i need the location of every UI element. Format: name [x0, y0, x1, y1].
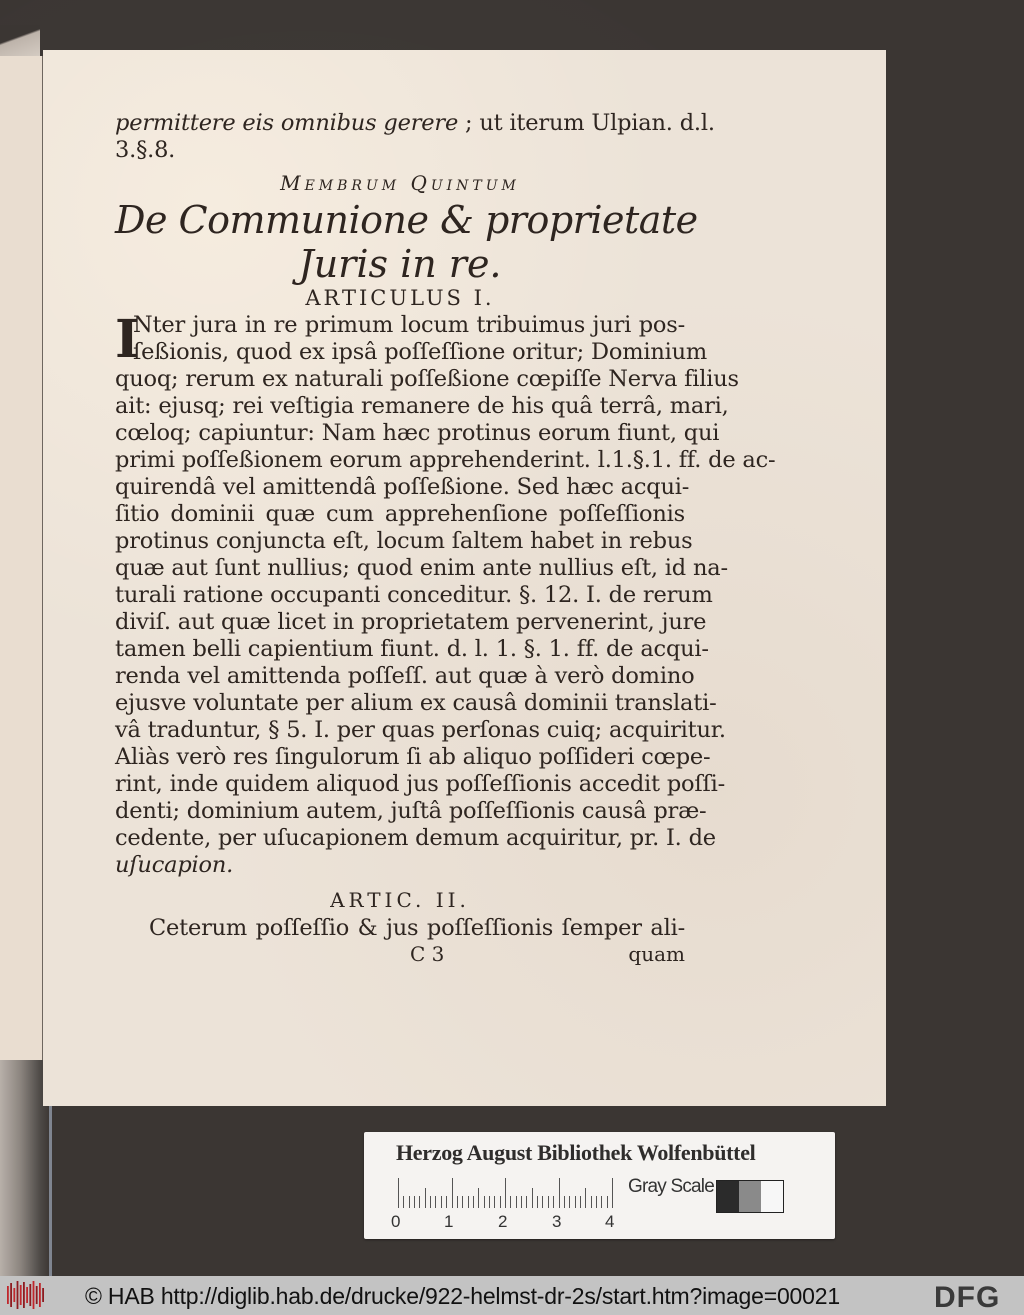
ruler-number: 3	[552, 1212, 562, 1231]
ruler-tick	[425, 1188, 426, 1208]
section-heading: Membrum Quintum	[280, 171, 520, 195]
swatch-mid	[739, 1181, 761, 1212]
text-line: quæ aut ſunt nullius; quod enim ante nullius eſt, id na-	[115, 555, 728, 581]
footer-bar	[0, 1276, 1024, 1315]
text-line: denti; dominium autem, juſtâ poſſeſſionis causâ præ-	[115, 798, 707, 824]
text-line: uſucapion.	[115, 852, 234, 878]
ruler-tick	[526, 1196, 527, 1208]
ruler-tick	[419, 1196, 420, 1208]
text-line: cœloq; capiuntur: Nam hæc protinus eorum fiunt, qui	[115, 420, 720, 446]
ruler-tick	[548, 1196, 549, 1208]
ruler-number: 2	[498, 1212, 508, 1231]
ruler-tick	[575, 1196, 576, 1208]
ruler-tick	[473, 1196, 474, 1208]
ruler-tick	[468, 1196, 469, 1208]
ruler-tick	[532, 1188, 533, 1208]
text-line: ſeßionis, quod ex ipsâ poſſeſſione oritur; Dominium	[133, 339, 708, 365]
book-page	[43, 50, 886, 1106]
ruler-tick	[403, 1196, 404, 1208]
ruler-tick	[500, 1196, 501, 1208]
ruler-tick	[435, 1196, 436, 1208]
ruler-tick	[457, 1196, 458, 1208]
ruler-tick	[607, 1196, 608, 1208]
ruler-tick	[537, 1196, 538, 1208]
ruler-tick	[521, 1196, 522, 1208]
text-line: ait: ejusq; rei veſtigia remanere de his quâ terrâ, mari,	[115, 393, 729, 419]
ruler-tick	[553, 1196, 554, 1208]
ruler-tick	[505, 1178, 506, 1208]
swatch-light	[761, 1181, 783, 1212]
ruler-tick	[591, 1196, 592, 1208]
ruler-tick	[430, 1196, 431, 1208]
text-line: primi poſſeßionem eorum apprehenderint. l.1.§.1. ff. de ac-	[115, 447, 776, 473]
gray-scale-swatches	[716, 1180, 784, 1213]
text-line: quirendâ vel amittendâ poſſeßione. Sed hæc acqui-	[115, 474, 690, 500]
ruler-tick	[409, 1196, 410, 1208]
ruler-tick	[398, 1178, 399, 1208]
text-line: turali ratione occupanti conceditur. §. 12. I. de rerum	[115, 582, 713, 608]
article-2-heading: ARTIC. II.	[330, 888, 470, 912]
ruler-tick	[596, 1196, 597, 1208]
ruler-tick	[446, 1196, 447, 1208]
continuation-line-2: 3.§.8.	[115, 137, 176, 163]
catchword: quam	[628, 942, 685, 966]
ruler-tick	[462, 1196, 463, 1208]
ruler-tick	[441, 1196, 442, 1208]
article-1-body	[115, 309, 776, 879]
hab-logo-icon	[5, 1280, 47, 1310]
ruler-tick	[580, 1196, 581, 1208]
color-reference-card	[364, 1132, 835, 1239]
dfg-logo: DFG	[934, 1281, 1001, 1314]
ruler-tick	[585, 1188, 586, 1208]
article-1-heading: ARTICULUS I.	[305, 286, 495, 310]
ruler-tick	[414, 1196, 415, 1208]
text-line: renda vel amittenda poſſeſſ. aut quæ à verò domino	[115, 663, 695, 689]
ruler-tick	[564, 1196, 565, 1208]
ruler-tick	[478, 1188, 479, 1208]
ruler-tick	[601, 1196, 602, 1208]
left-page-corner	[0, 25, 40, 56]
ruler-tick	[569, 1196, 570, 1208]
library-name: Herzog August Bibliothek Wolfenbüttel	[396, 1140, 756, 1165]
article-2-first-line: Ceterum poſſeſſio & jus poſſeſſionis ſemper ali-	[149, 915, 685, 941]
ruler-tick	[612, 1178, 613, 1208]
text-line: rint, inde quidem aliquod jus poſſeſſionis accedit poſſi-	[115, 771, 726, 797]
ruler-tick	[516, 1196, 517, 1208]
ruler-tick	[489, 1196, 490, 1208]
page-text	[115, 110, 776, 969]
ruler-number: 0	[391, 1212, 401, 1231]
chapter-title-line-1: De Communione & proprietate	[115, 198, 698, 242]
text-line: protinus conjuncta eſt, locum ſaltem habet in rebus	[115, 528, 693, 554]
text-line: ejusve voluntate per alium ex causâ dominii translati-	[115, 690, 717, 716]
text-line: diviſ. aut quæ licet in proprietatem pervenerint, jure	[115, 609, 707, 635]
signature-line	[115, 942, 685, 969]
ruler-tick	[542, 1196, 543, 1208]
copyright-url[interactable]: © HAB http://diglib.hab.de/drucke/922-helmst-dr-2s/start.htm?image=00021	[85, 1283, 840, 1309]
ruler-numbers	[391, 1212, 631, 1234]
text-line: quoq; rerum ex naturali poſſeßione cœpiſſe Nerva filius	[115, 366, 739, 392]
drop-cap: I	[115, 309, 140, 370]
text-line: Aliàs verò res ſingulorum ſi ab aliquo poſſideri cœpe-	[115, 744, 711, 770]
text-line: ſitio dominii quæ cum apprehenſione poſſeſſionis	[115, 501, 685, 527]
text-line: vâ traduntur, § 5. I. per quas perſonas cuiq; acquiritur.	[115, 717, 726, 743]
ruler-tick	[510, 1196, 511, 1208]
signature-mark: C 3	[410, 942, 445, 966]
text-line: Nter jura in re primum locum tribuimus juri pos-	[133, 312, 685, 338]
facing-page-edge	[0, 56, 43, 1060]
ruler-tick	[452, 1178, 453, 1208]
text-line: cedente, per uſucapionem demum acquiritur, pr. I. de	[115, 825, 716, 851]
ruler-tick	[559, 1178, 560, 1208]
ruler-tick	[494, 1196, 495, 1208]
swatch-dark	[717, 1181, 739, 1212]
gray-scale-label: Gray Scale	[628, 1176, 714, 1197]
ruler-number: 1	[444, 1212, 454, 1231]
chapter-title-line-2: Juris in re.	[298, 242, 502, 286]
ruler-tick	[484, 1196, 485, 1208]
ruler-number: 4	[605, 1212, 615, 1231]
continuation-line-1: permittere eis omnibus gerere ; ut iterum Ulpian. d.l.	[115, 110, 715, 136]
text-line: tamen belli capientium fiunt. d. l. 1. §. 1. ff. de acqui-	[115, 636, 709, 662]
